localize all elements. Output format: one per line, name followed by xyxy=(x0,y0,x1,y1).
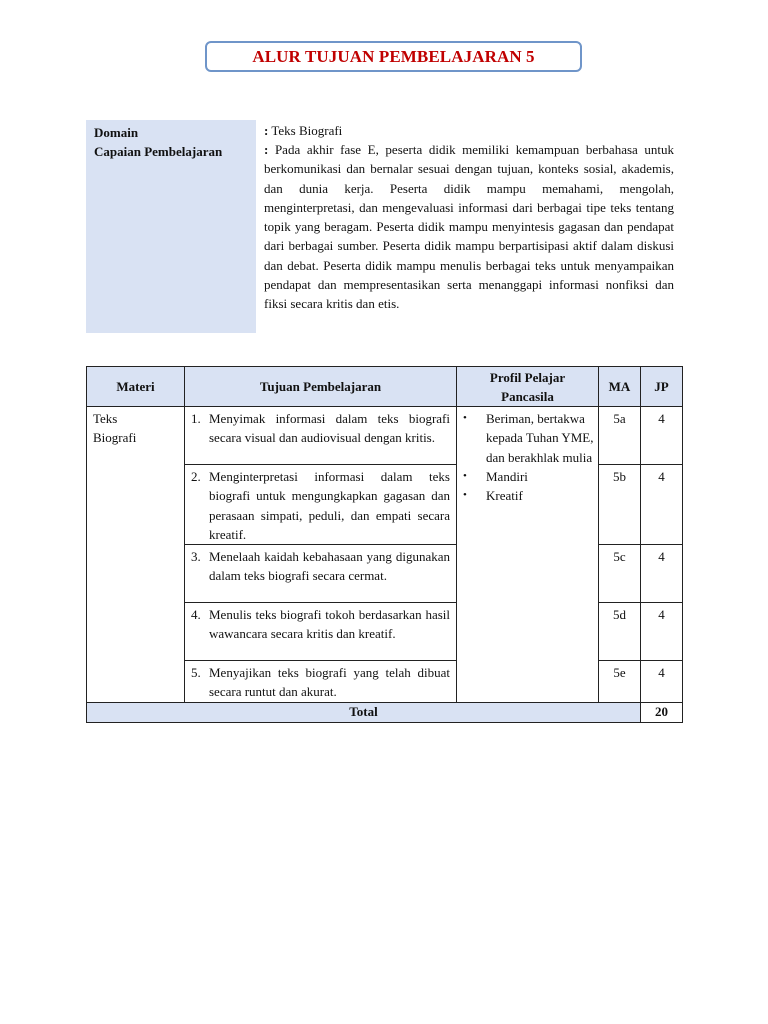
total-row xyxy=(87,702,683,722)
domain-colon: : xyxy=(264,123,269,138)
ma-cell: 5a xyxy=(599,407,641,465)
bullet-icon: • xyxy=(463,469,467,482)
jp-cell: 4 xyxy=(641,407,683,465)
jp-cell: 4 xyxy=(641,661,683,703)
document-title: ALUR TUJUAN PEMBELAJARAN 5 xyxy=(252,46,535,66)
profil-cell xyxy=(457,407,599,703)
tujuan-cell xyxy=(185,603,457,661)
profil-item-text: Beriman, bertakwa kepada Tuhan YME, dan berakhlak mulia xyxy=(486,411,594,465)
bullet-icon: • xyxy=(463,412,467,424)
materi-cell: Teks Biografi xyxy=(87,407,185,703)
tujuan-number: 3. xyxy=(191,549,201,565)
total-label: Total xyxy=(87,702,641,722)
tujuan-cell xyxy=(185,465,457,545)
capaian-colon: : xyxy=(264,142,269,157)
jp-cell: 4 xyxy=(641,603,683,661)
profil-item-text: Kreatif xyxy=(486,488,523,504)
tujuan-number: 5. xyxy=(191,665,201,681)
header-materi: Materi xyxy=(87,367,185,407)
domain-value-text: Teks Biografi xyxy=(271,123,343,138)
header-profil: Profil Pelajar Pancasila xyxy=(457,367,599,407)
capaian-value-text: Pada akhir fase E, peserta didik memiliki kemampuan berbahasa untuk berkomunikasi dan bernalar sesuai dengan tujuan, konteks sosial, akademis, dan dunia kerja. Peserta didik mampu memahami, mengolah, menginterpretasi, dan mengevaluasi informasi dari berbagai tipe teks tentang topik yang beragam. Peserta didik mampu menyintesis gagasan dan pendapat dari berbagai sumber. Peserta didik mampu berpartisipasi aktif dalam diskusi dan debat. Peserta didik mampu menulis berbagai teks untuk menyampaikan pendapat dan mempresentasikan serta menanggapi informasi nonfiksi dan fiksi secara kritis dan etis. xyxy=(264,142,674,312)
tujuan-cell xyxy=(185,407,457,465)
table-row xyxy=(87,407,683,465)
list-item xyxy=(463,409,598,467)
tujuan-text: Menginterpretasi informasi dalam teks biografi untuk mengungkapkan gagasan dan perasaan simpati, peduli, dan empati secara kreatif. xyxy=(209,469,450,542)
profil-item-text: Mandiri xyxy=(486,468,528,484)
profil-list xyxy=(457,407,598,505)
ma-cell: 5c xyxy=(599,545,641,603)
total-value: 20 xyxy=(641,702,683,722)
info-labels xyxy=(86,120,256,333)
tujuan-number: 1. xyxy=(191,411,201,426)
bullet-icon: • xyxy=(463,489,467,502)
tujuan-number: 2. xyxy=(191,469,201,484)
info-values xyxy=(264,120,674,314)
capaian-label: Capaian Pembelajaran xyxy=(94,144,223,159)
jp-cell: 4 xyxy=(641,545,683,603)
tujuan-text: Menyajikan teks biografi yang telah dibuat secara runtut dan akurat. xyxy=(209,665,450,700)
tujuan-text: Menulis teks biografi tokoh berdasarkan hasil wawancara secara kritis dan kreatif. xyxy=(209,607,450,642)
ma-cell: 5e xyxy=(599,661,641,703)
jp-cell: 4 xyxy=(641,465,683,545)
document-title-box xyxy=(205,41,582,72)
tujuan-cell xyxy=(185,661,457,703)
ma-cell: 5d xyxy=(599,603,641,661)
tujuan-text: Menyimak informasi dalam teks biografi secara visual dan audiovisual dengan kritis. xyxy=(209,411,450,446)
list-item xyxy=(463,467,598,486)
header-jp: JP xyxy=(641,367,683,407)
table-header-row xyxy=(87,367,683,407)
header-tujuan: Tujuan Pembelajaran xyxy=(185,367,457,407)
ma-cell: 5b xyxy=(599,465,641,545)
tujuan-number: 4. xyxy=(191,607,201,623)
domain-label: Domain xyxy=(94,125,139,140)
domain-value xyxy=(264,121,674,140)
header-ma: MA xyxy=(599,367,641,407)
capaian-value xyxy=(264,140,674,314)
list-item xyxy=(463,486,598,505)
tujuan-text: Menelaah kaidah kebahasaan yang digunakan dalam teks biografi secara cermat. xyxy=(209,549,450,584)
tujuan-cell xyxy=(185,545,457,603)
learning-goals-table xyxy=(86,366,683,723)
